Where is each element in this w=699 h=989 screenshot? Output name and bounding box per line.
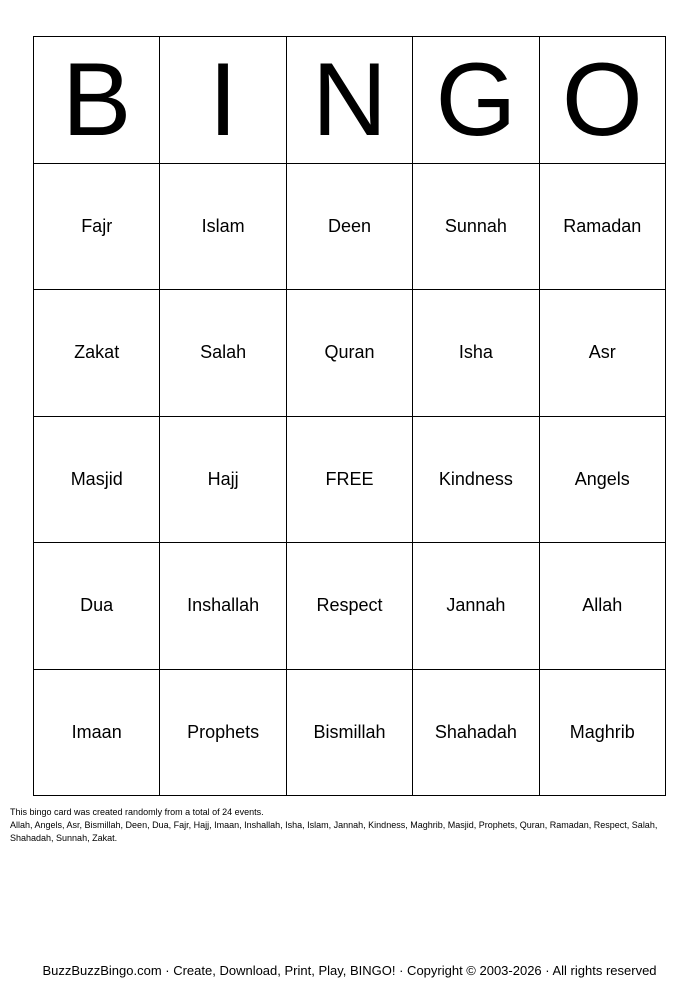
event-list: Allah, Angels, Asr, Bismillah, Deen, Dua, Fajr, Hajj, Imaan, Inshallah, Isha, Islam, Jannah, Kindness, Maghrib, Masjid, Prophets, Quran, Ramadan, Respect, Salah, Shahadah, Sunnah, Zakat. (10, 820, 658, 843)
bingo-cell: Quran (287, 290, 413, 417)
bingo-cell: Hajj (160, 417, 286, 544)
bingo-cell: Kindness (413, 417, 539, 544)
card-summary: This bingo card was created randomly from a total of 24 events. (10, 807, 264, 817)
bingo-cell: Deen (287, 164, 413, 291)
header-letter-o: O (540, 37, 666, 164)
bingo-cell: Asr (540, 290, 666, 417)
bingo-card (33, 36, 666, 796)
bingo-cell: Ramadan (540, 164, 666, 291)
bingo-cell: Allah (540, 543, 666, 670)
bingo-cell: Sunnah (413, 164, 539, 291)
header-letter-i: I (160, 37, 286, 164)
bingo-free-cell: FREE (287, 417, 413, 544)
bingo-cell: Salah (160, 290, 286, 417)
bingo-cell: Jannah (413, 543, 539, 670)
bingo-cell: Masjid (34, 417, 160, 544)
bingo-cell: Zakat (34, 290, 160, 417)
bingo-cell: Shahadah (413, 670, 539, 797)
footer-text: BuzzBuzzBingo.com · Create, Download, Print, Play, BINGO! · Copyright © 2003-2026 · All rights reserved (42, 963, 657, 978)
bingo-cell: Dua (34, 543, 160, 670)
bingo-cell: Angels (540, 417, 666, 544)
header-letter-n: N (287, 37, 413, 164)
bingo-cell: Imaan (34, 670, 160, 797)
bingo-cell: Fajr (34, 164, 160, 291)
bingo-cell: Bismillah (287, 670, 413, 797)
bingo-cell: Islam (160, 164, 286, 291)
bingo-cell: Isha (413, 290, 539, 417)
bingo-cell: Inshallah (160, 543, 286, 670)
card-info (10, 806, 692, 845)
header-letter-b: B (34, 37, 160, 164)
bingo-cell: Maghrib (540, 670, 666, 797)
header-letter-g: G (413, 37, 539, 164)
bingo-cell: Prophets (160, 670, 286, 797)
bingo-cell: Respect (287, 543, 413, 670)
